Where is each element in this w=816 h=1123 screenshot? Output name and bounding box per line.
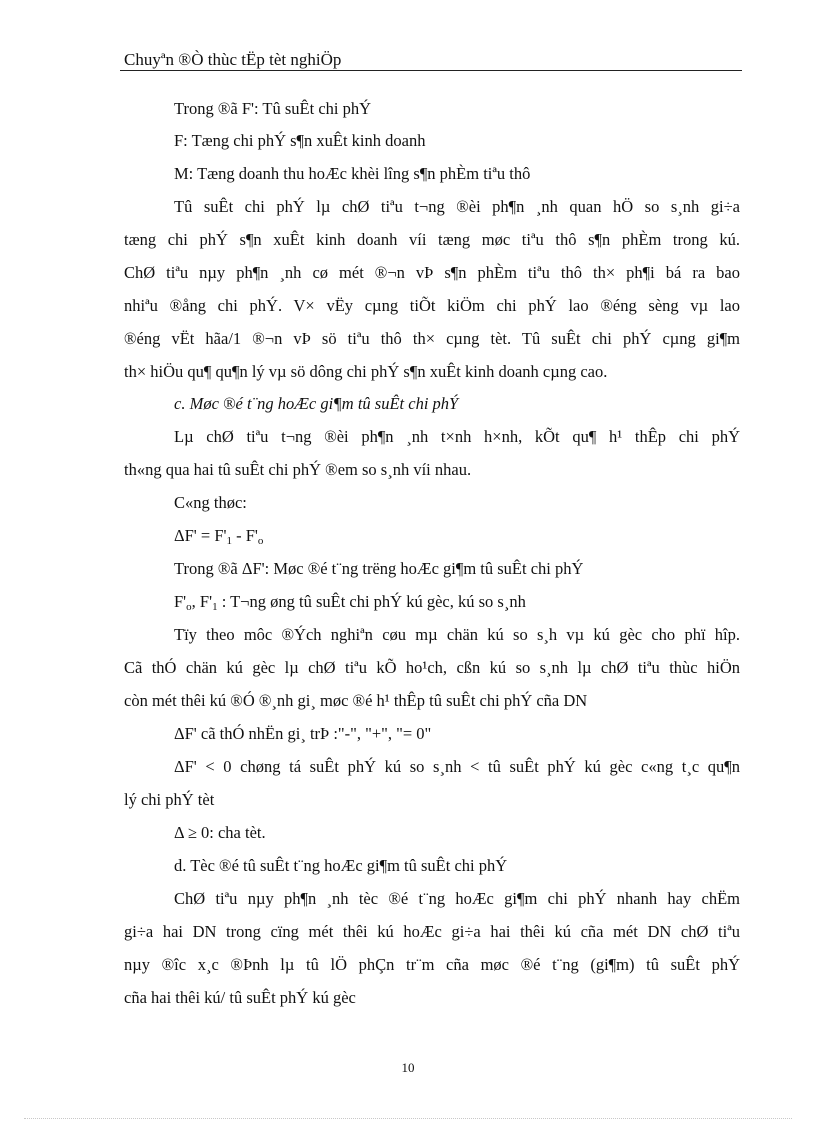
- paragraph-line: nµy ®îc x¸c ®Þnh lµ tû lÖ phÇn tr¨m cña møc ®é t¨ng (gi¶m) tû suÊt phÝ: [124, 955, 740, 974]
- text-line: M: Tæng doanh thu hoÆc khèi lîng s¶n phÈm tiªu thô: [174, 164, 531, 183]
- def-sub: 1: [212, 601, 218, 613]
- text-line: Δ ≥ 0: cha tèt.: [174, 823, 266, 842]
- footer-divider: [24, 1118, 792, 1119]
- section-heading: c. Møc ®é t¨ng hoÆc gi¶m tû suÊt chi phÝ: [174, 394, 459, 413]
- text-line: Trong ®ã ΔF': Møc ®é t¨ng trëng hoÆc gi¶m tû suÊt chi phÝ: [174, 559, 584, 578]
- paragraph-line: Tïy theo môc ®Ých nghiªn cøu mµ chän kú so s¸h vµ kú gèc cho phï hîp.: [174, 625, 740, 644]
- def-part: F': [174, 592, 187, 611]
- formula-sub: o: [257, 535, 264, 547]
- formula-lhs: ΔF' = F': [174, 526, 227, 545]
- paragraph-line: ®éng vËt hãa/1 ®¬n vÞ sö tiªu thô th× cµng tèt. Tû suÊt chi phÝ cµng gi¶m: [124, 329, 740, 348]
- formula: [174, 526, 263, 546]
- page-header-title: Chuyªn ®Ò thùc tËp tèt nghiÖp: [124, 50, 342, 69]
- section-heading: d. Tèc ®é tû suÊt t¨ng hoÆc gi¶m tû suÊt chi phÝ: [174, 856, 508, 875]
- paragraph-line: ChØ tiªu nµy ph¶n ¸nh cø mét ®¬n vÞ s¶n phÈm tiªu thô th× ph¶i bá ra bao: [124, 263, 740, 282]
- paragraph-line: ChØ tiªu nµy ph¶n ¸nh tèc ®é t¨ng hoÆc gi¶m chi phÝ nhanh hay chËm: [174, 889, 740, 908]
- paragraph-line: cña hai thêi kú/ tû suÊt phÝ kú gèc: [124, 988, 356, 1007]
- def-part: , F': [191, 592, 213, 611]
- paragraph-line: Lµ chØ tiªu t¬ng ®èi ph¶n ¸nh t×nh h×nh, kÕt qu¶ h¹ thÊp chi phÝ: [174, 427, 740, 446]
- paragraph-line: Tû suÊt chi phÝ lµ chØ tiªu t¬ng ®èi ph¶n ¸nh quan hÖ so s¸nh gi÷a: [174, 197, 740, 216]
- paragraph-line: còn mét thêi kú ®Ó ®¸nh gi¸ møc ®é h¹ thÊp tû suÊt chi phÝ cña DN: [124, 691, 588, 710]
- def-sub: o: [186, 601, 192, 613]
- paragraph-line: gi÷a hai DN trong cïng mét thêi kú hoÆc gi÷a hai thêi kú cña mét DN chØ tiªu: [124, 922, 740, 941]
- text-line: ΔF' cã thÓ nhËn gi¸ trÞ :"-", "+", "= 0": [174, 724, 432, 743]
- paragraph-line: th× hiÖu qu¶ qu¶n lý vµ sö dông chi phÝ s¶n xuÊt kinh doanh cµng cao.: [124, 362, 608, 381]
- paragraph-line: ΔF' < 0 chøng tá suÊt phÝ kú so s¸nh < tû suÊt phÝ kú gèc c«ng t¸c qu¶n: [174, 757, 740, 776]
- definition-line: [174, 592, 526, 612]
- formula-sub: 1: [226, 535, 232, 547]
- paragraph-line: tæng chi phÝ s¶n xuÊt kinh doanh víi tæng møc tiªu thô s¶n phÈm trong kú.: [124, 230, 740, 249]
- paragraph-line: lý chi phÝ tèt: [124, 790, 215, 809]
- header-rule: [120, 70, 742, 71]
- formula-label: C«ng thøc:: [174, 493, 247, 512]
- paragraph-line: Cã thÓ chän kú gèc lµ chØ tiªu kÕ ho¹ch, cßn kú so s¸nh lµ chØ tiªu thùc hiÖn: [124, 658, 740, 677]
- text-line: F: Tæng chi phÝ s¶n xuÊt kinh doanh: [174, 131, 426, 150]
- paragraph-line: th«ng qua hai tû suÊt chi phÝ ®em so s¸nh víi nhau.: [124, 460, 472, 479]
- page-number: 10: [401, 1060, 415, 1075]
- text-line: Trong ®ã F': Tû suÊt chi phÝ: [174, 99, 372, 118]
- formula-mid: - F': [231, 526, 258, 545]
- def-part: : T¬ng øng tû suÊt chi phÝ kú gèc, kú so s¸nh: [217, 592, 526, 611]
- paragraph-line: nhiªu ®ång chi phÝ. V× vËy cµng tiÕt kiÖm chi phÝ lao ®éng sèng vµ lao: [124, 296, 740, 315]
